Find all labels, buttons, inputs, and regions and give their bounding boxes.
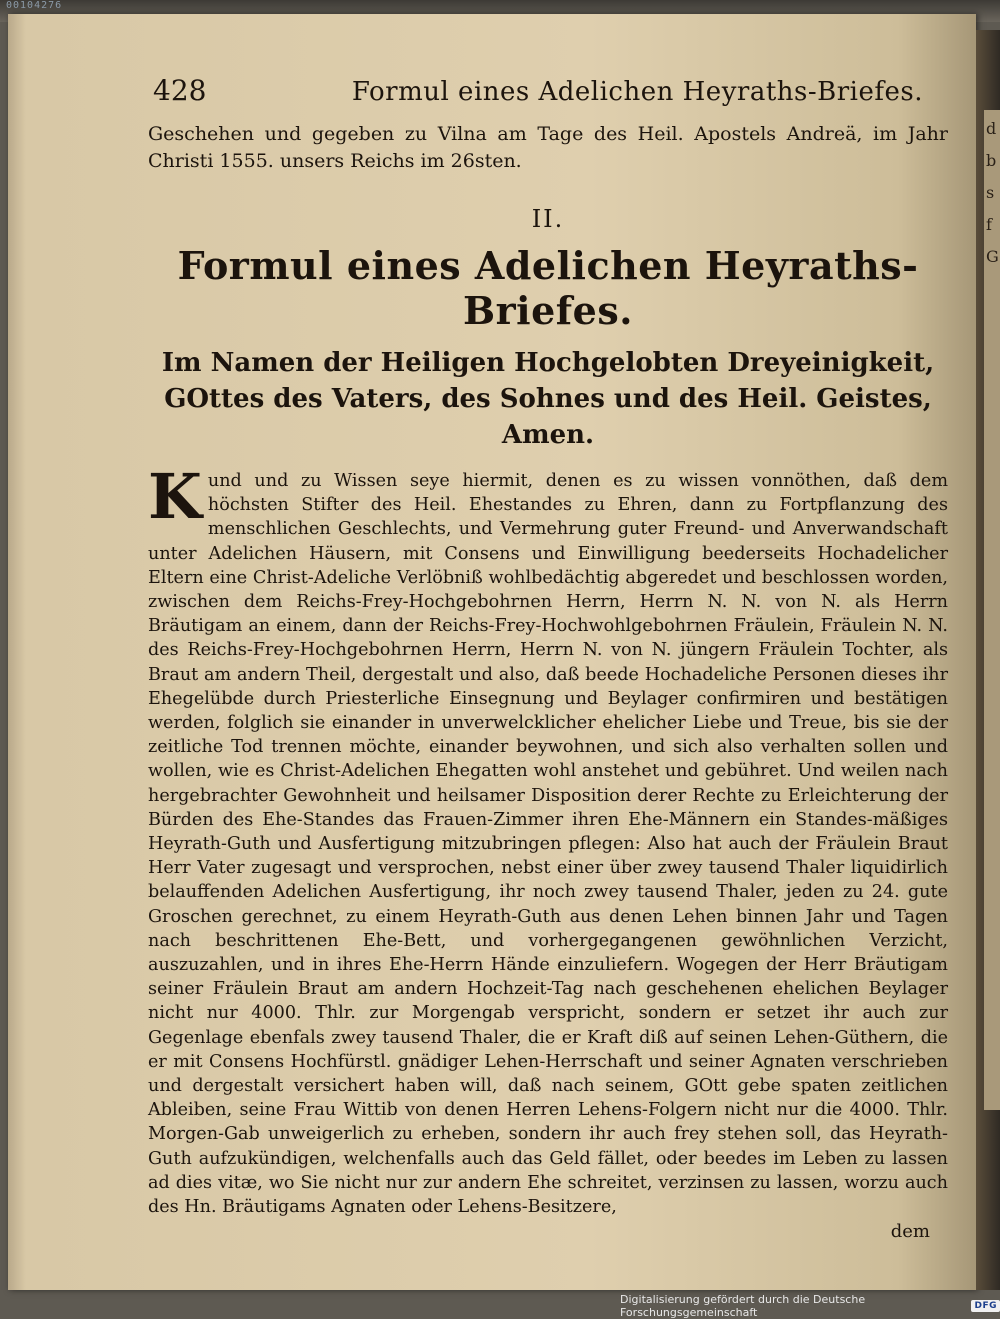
next-page-fragment: G	[986, 247, 999, 266]
invocation-heading: Im Namen der Heiligen Hochgelobten Dreyeinigkeit, GOttes des Vaters, des Sohnes und des Heil. Geistes, Amen.	[161, 348, 935, 450]
next-page-fragment: b	[986, 151, 997, 170]
scan-id-mark: 00104276	[6, 0, 63, 11]
running-title: Formul eines Adelichen Heyraths-Briefes.	[351, 77, 923, 107]
previous-document-ending: Geschehen und gegeben zu Vilna am Tage des Heil. Apostels Andreä, im Jahr Christi 1555. unsers Reichs im 26sten.	[148, 123, 948, 172]
page-number: 428	[153, 74, 207, 107]
body-text: und und zu Wissen seye hiermit, denen es zu wissen vonnöthen, daß dem höchsten Stifter des Heil. Ehestandes zu Ehren, dann zu Fortpflanzung des menschlichen Geschlechts, und Vermehrung guter Freund- und Anverwandschaft unter Adelichen Häusern, mit Consens und Einwilligung beederseits Hochadelicher Eltern eine Christ-Adeliche Verlöbniß wohlbedächtig abgeredet und beschlossen worden, zwischen dem Reichs-Frey-Hochgebohrnen Herrn, Herrn N. N. von N. als Herrn Bräutigam an einem, dann der Reichs-Frey-Hochwohlgebohrnen Fräulein, Fräulein N. N. des Reichs-Frey-Hochgebohrnen Herrn, Herrn N. von N. jüngern Fräulein Tochter, als Braut am andern Theil, dergestalt und also, daß beede Hochadeliche Personen dieses ihr Ehegelübde durch Priesterliche Einsegnung und Beylager confirmiren und bestätigen werden, folglich sie einander in unverwelcklicher ehelicher Liebe und Treue, bis sie der zeitliche Tod trennen möchte, einander beywohnen, und sich also verhalten sollen und wollen, wie es Christ-Adelichen Ehegatten wohl anstehet und gebühret. Und weilen nach hergebrachter Gewohnheit und heilsamer Disposition derer Rechte zu Erleichterung der Bürden des Ehe-Standes das Frauen-Zimmer ihren Ehe-Männern ein Standes-mäßiges Heyrath-Guth und Ausfertigung mitzubringen pflegen: Also hat auch der Fräulein Braut Herr Vater zugesagt und versprochen, nebst einer über zwey tausend Thaler liquidirlich belauffenden Adelichen Ausfertigung, ihr noch zwey tausend Thaler, jeden zu 24. gute Groschen gerechnet, zu einem Heyrath-Guth aus denen Lehen binnen Jahr und Tagen nach beschrittenen Ehe-Bett, und vorhergegangenen gewöhnlichen Verzicht, auszuzahlen, und in ihres Ehe-Herrn Hände einzuliefern. Wogegen der Herr Bräutigam seiner Fräulein Braut am andern Hochzeit-Tag nach geschehenen ehelichen Beylager nicht nur 4000. Thlr. zur Morgengab verspricht, sondern er setzet ihr auch zur Gegenlage ebenfals zwey tausend Thaler, die er Kraft diß auf seinen Lehen-Güthern, die er mit Consens Hochfürstl. gnädiger Lehen-Herrschaft und seiner Agnaten verschrieben und dergestalt versichert haben will, daß nach seinem, GOtt gebe spaten zeitlichen Ableiben, seine Frau Wittib von denen Herren Lehens-Folgern nicht nur die 4000. Thlr. Morgen-Gab unweigerlich zu erheben, sondern ihr auch frey stehen soll, das Heyrath-Guth aufzukündigen, welchenfalls auch das Geld fället, oder beedes im Leben zu lassen ad dies vitæ, wo Sie nicht nur zur andern Ehe schreitet, verzinsen zu lassen, worzu auch des Hn. Bräutigams Agnaten oder Lehens-Besitzere,	[148, 471, 948, 1218]
drop-initial: K	[148, 460, 202, 533]
dfg-logo: DFG	[971, 1300, 1000, 1312]
catchword: dem	[890, 1221, 930, 1243]
next-page-edge	[984, 110, 1000, 1110]
body-paragraph	[148, 460, 948, 1219]
funding-note: Digitalisierung gefördert durch die Deutsche Forschungsgemeinschaft	[620, 1293, 866, 1319]
next-page-fragment: f	[986, 215, 992, 234]
section-title: Formul eines Adelichen Heyraths-Briefes.	[177, 243, 919, 333]
running-header	[153, 74, 943, 107]
funding-footer	[620, 1293, 1000, 1319]
next-page-fragment: s	[986, 183, 995, 202]
page-text-area	[148, 74, 948, 1242]
section-number: II.	[531, 205, 565, 233]
next-page-fragment: d	[986, 119, 997, 138]
book-page	[8, 14, 976, 1290]
